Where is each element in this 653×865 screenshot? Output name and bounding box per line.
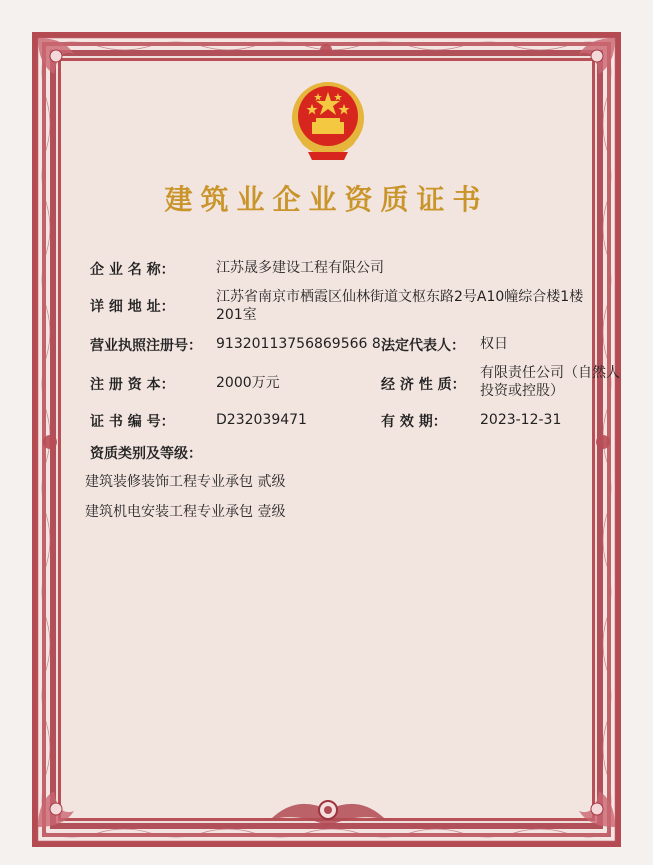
certificate-number-label: 证 书 编 号： [90, 414, 175, 430]
legal-representative-label: 法定代表人： [381, 338, 465, 354]
registration-number-label: 营业执照注册号： [90, 338, 202, 354]
national-emblem-icon [284, 78, 372, 170]
validity-label: 有 效 期： [381, 414, 447, 430]
corner-ornament-bottom-right [565, 777, 619, 831]
qualification-item: 建筑机电安装工程专业承包 壹级 [85, 504, 286, 520]
inner-border [58, 58, 595, 821]
corner-ornament-top-left [34, 34, 88, 88]
bottom-ornament [266, 790, 390, 834]
qualification-item: 建筑装修装饰工程专业承包 贰级 [85, 474, 286, 490]
legal-representative-value: 权日 [480, 336, 508, 352]
registered-capital-label: 注 册 资 本： [90, 377, 175, 393]
corner-ornament-bottom-left [34, 777, 88, 831]
corner-ornament-top-right [565, 34, 619, 88]
company-name-label: 企 业 名 称： [90, 262, 175, 278]
registered-capital-value: 2000万元 [216, 375, 280, 391]
qualification-label: 资质类别及等级： [90, 446, 202, 462]
address-value: 江苏省南京市栖霞区仙林街道文枢东路2号A10幢综合楼1楼201室 [216, 289, 584, 323]
economic-nature-label: 经 济 性 质： [381, 377, 466, 393]
certificate-title: 建筑业企业资质证书 [164, 183, 489, 216]
address-label: 详 细 地 址： [90, 299, 175, 315]
economic-nature-value: 有限责任公司（自然人投资或控股） [480, 365, 620, 399]
company-name-value: 江苏晟多建设工程有限公司 [216, 260, 384, 276]
certificate-number-value: D232039471 [216, 412, 307, 428]
validity-value: 2023-12-31 [480, 412, 562, 428]
registration-number-value: 91320113756869566 8 [216, 336, 381, 352]
